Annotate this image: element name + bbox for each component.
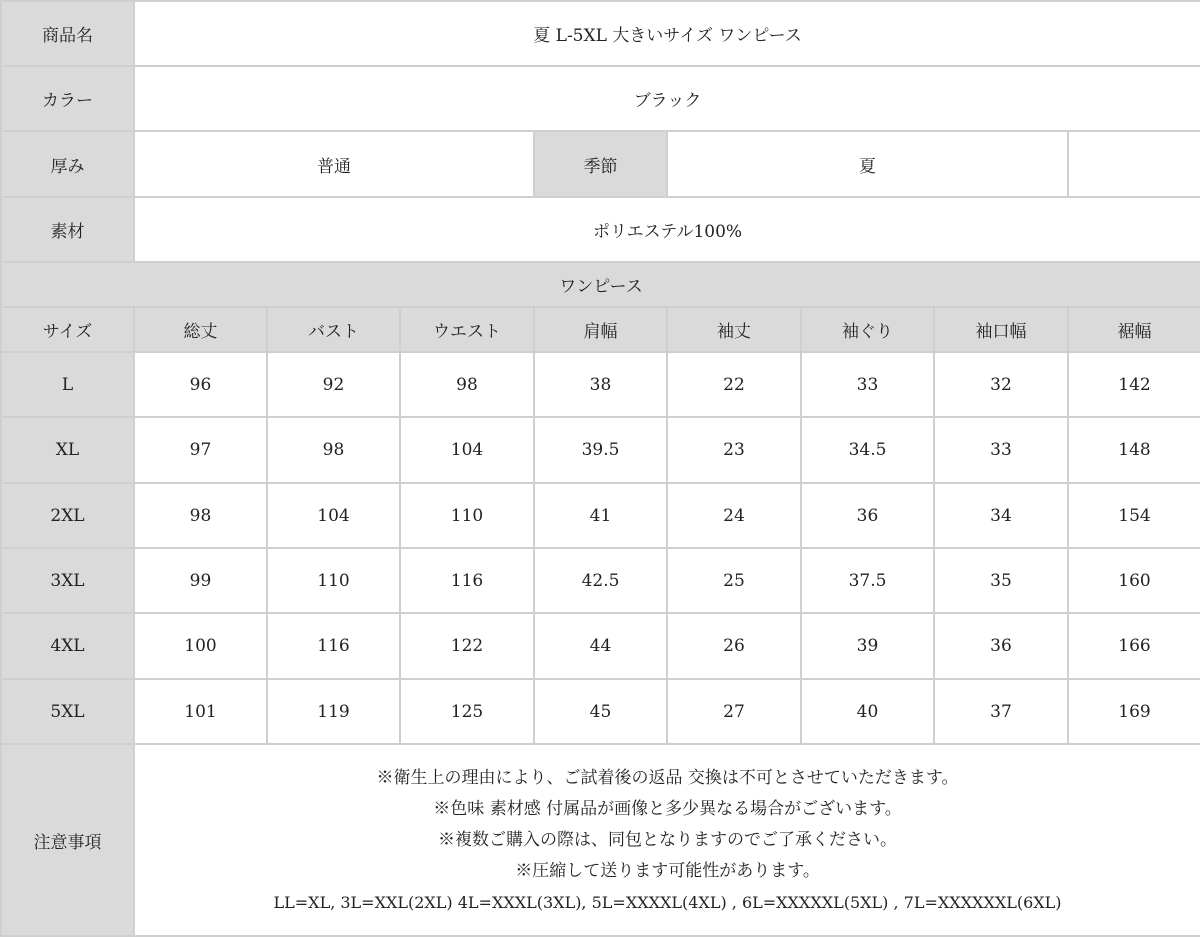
size-cell: 92	[267, 352, 400, 417]
notes-label: 注意事項	[1, 744, 134, 936]
size-cell: 154	[1068, 483, 1200, 548]
size-cell: 96	[134, 352, 267, 417]
size-cell: 35	[934, 548, 1068, 613]
notes-content	[134, 744, 1200, 936]
header-size: サイズ	[1, 307, 134, 352]
season-value: 夏	[667, 131, 1068, 197]
header-cuff-width: 袖口幅	[934, 307, 1068, 352]
size-label: 5XL	[1, 679, 134, 744]
size-cell: 122	[400, 613, 534, 679]
size-cell: 26	[667, 613, 801, 679]
note-hygiene: ※衛生上の理由により、ご試着後の返品 交換は不可とさせていただきます。	[376, 767, 959, 788]
size-cell: 160	[1068, 548, 1200, 613]
size-cell: 24	[667, 483, 801, 548]
header-total-length: 総丈	[134, 307, 267, 352]
notes-row	[1, 744, 1200, 936]
size-cell: 42.5	[534, 548, 667, 613]
material-value: ポリエステル100%	[134, 197, 1200, 262]
size-cell: 37	[934, 679, 1068, 744]
material-row	[1, 197, 1200, 262]
size-cell: 166	[1068, 613, 1200, 679]
size-cell: 40	[801, 679, 934, 744]
color-label: カラー	[1, 66, 134, 131]
size-cell: 39.5	[534, 417, 667, 483]
size-row-l	[1, 352, 1200, 417]
size-header-row	[1, 307, 1200, 352]
header-sleeve-length: 袖丈	[667, 307, 801, 352]
size-cell: 97	[134, 417, 267, 483]
size-cell: 101	[134, 679, 267, 744]
size-cell: 119	[267, 679, 400, 744]
size-row-xl	[1, 417, 1200, 483]
color-row	[1, 66, 1200, 131]
size-row-5xl	[1, 679, 1200, 744]
size-cell: 32	[934, 352, 1068, 417]
size-cell: 23	[667, 417, 801, 483]
size-cell: 104	[400, 417, 534, 483]
size-label: XL	[1, 417, 134, 483]
size-label: 4XL	[1, 613, 134, 679]
size-cell: 37.5	[801, 548, 934, 613]
size-label: L	[1, 352, 134, 417]
size-cell: 125	[400, 679, 534, 744]
note-size-conversion: LL=XL, 3L=XXL(2XL) 4L=XXXL(3XL), 5L=XXXXL(4XL) , 6L=XXXXXL(5XL) , 7L=XXXXXXL(6XL)	[273, 892, 1062, 912]
product-name-label: 商品名	[1, 1, 134, 66]
size-cell: 148	[1068, 417, 1200, 483]
size-cell: 27	[667, 679, 801, 744]
note-color-variance: ※色味 素材感 付属品が画像と多少異なる場合がございます。	[433, 798, 902, 819]
size-cell: 98	[267, 417, 400, 483]
size-cell: 22	[667, 352, 801, 417]
header-shoulder: 肩幅	[534, 307, 667, 352]
size-cell: 44	[534, 613, 667, 679]
size-cell: 104	[267, 483, 400, 548]
size-cell: 39	[801, 613, 934, 679]
size-cell: 41	[534, 483, 667, 548]
product-name-row	[1, 1, 1200, 66]
size-cell: 98	[134, 483, 267, 548]
header-waist: ウエスト	[400, 307, 534, 352]
size-cell: 110	[267, 548, 400, 613]
size-cell: 33	[801, 352, 934, 417]
thickness-label: 厚み	[1, 131, 134, 197]
size-cell: 169	[1068, 679, 1200, 744]
size-table-title: ワンピース	[1, 262, 1200, 307]
note-compression: ※圧縮して送ります可能性があります。	[515, 860, 820, 881]
size-row-4xl	[1, 613, 1200, 679]
size-cell: 38	[534, 352, 667, 417]
size-cell: 36	[801, 483, 934, 548]
size-table-title-row	[1, 262, 1200, 307]
color-value: ブラック	[134, 66, 1200, 131]
size-cell: 116	[400, 548, 534, 613]
thickness-season-row	[1, 131, 1200, 197]
size-cell: 34	[934, 483, 1068, 548]
material-label: 素材	[1, 197, 134, 262]
size-cell: 99	[134, 548, 267, 613]
size-row-3xl	[1, 548, 1200, 613]
size-cell: 36	[934, 613, 1068, 679]
size-cell: 142	[1068, 352, 1200, 417]
header-armhole: 袖ぐり	[801, 307, 934, 352]
size-cell: 100	[134, 613, 267, 679]
size-cell: 110	[400, 483, 534, 548]
size-cell: 116	[267, 613, 400, 679]
size-cell: 33	[934, 417, 1068, 483]
size-cell: 34.5	[801, 417, 934, 483]
product-name-value: 夏 L-5XL 大きいサイズ ワンピース	[134, 1, 1200, 66]
header-hem-width: 裾幅	[1068, 307, 1200, 352]
size-cell: 45	[534, 679, 667, 744]
note-combined-shipping: ※複数ご購入の際は、同包となりますのでご了承ください。	[438, 829, 898, 850]
header-bust: バスト	[267, 307, 400, 352]
empty-cell	[1068, 131, 1200, 197]
size-row-2xl	[1, 483, 1200, 548]
size-label: 3XL	[1, 548, 134, 613]
size-label: 2XL	[1, 483, 134, 548]
size-cell: 98	[400, 352, 534, 417]
size-cell: 25	[667, 548, 801, 613]
thickness-value: 普通	[134, 131, 534, 197]
season-label: 季節	[534, 131, 667, 197]
